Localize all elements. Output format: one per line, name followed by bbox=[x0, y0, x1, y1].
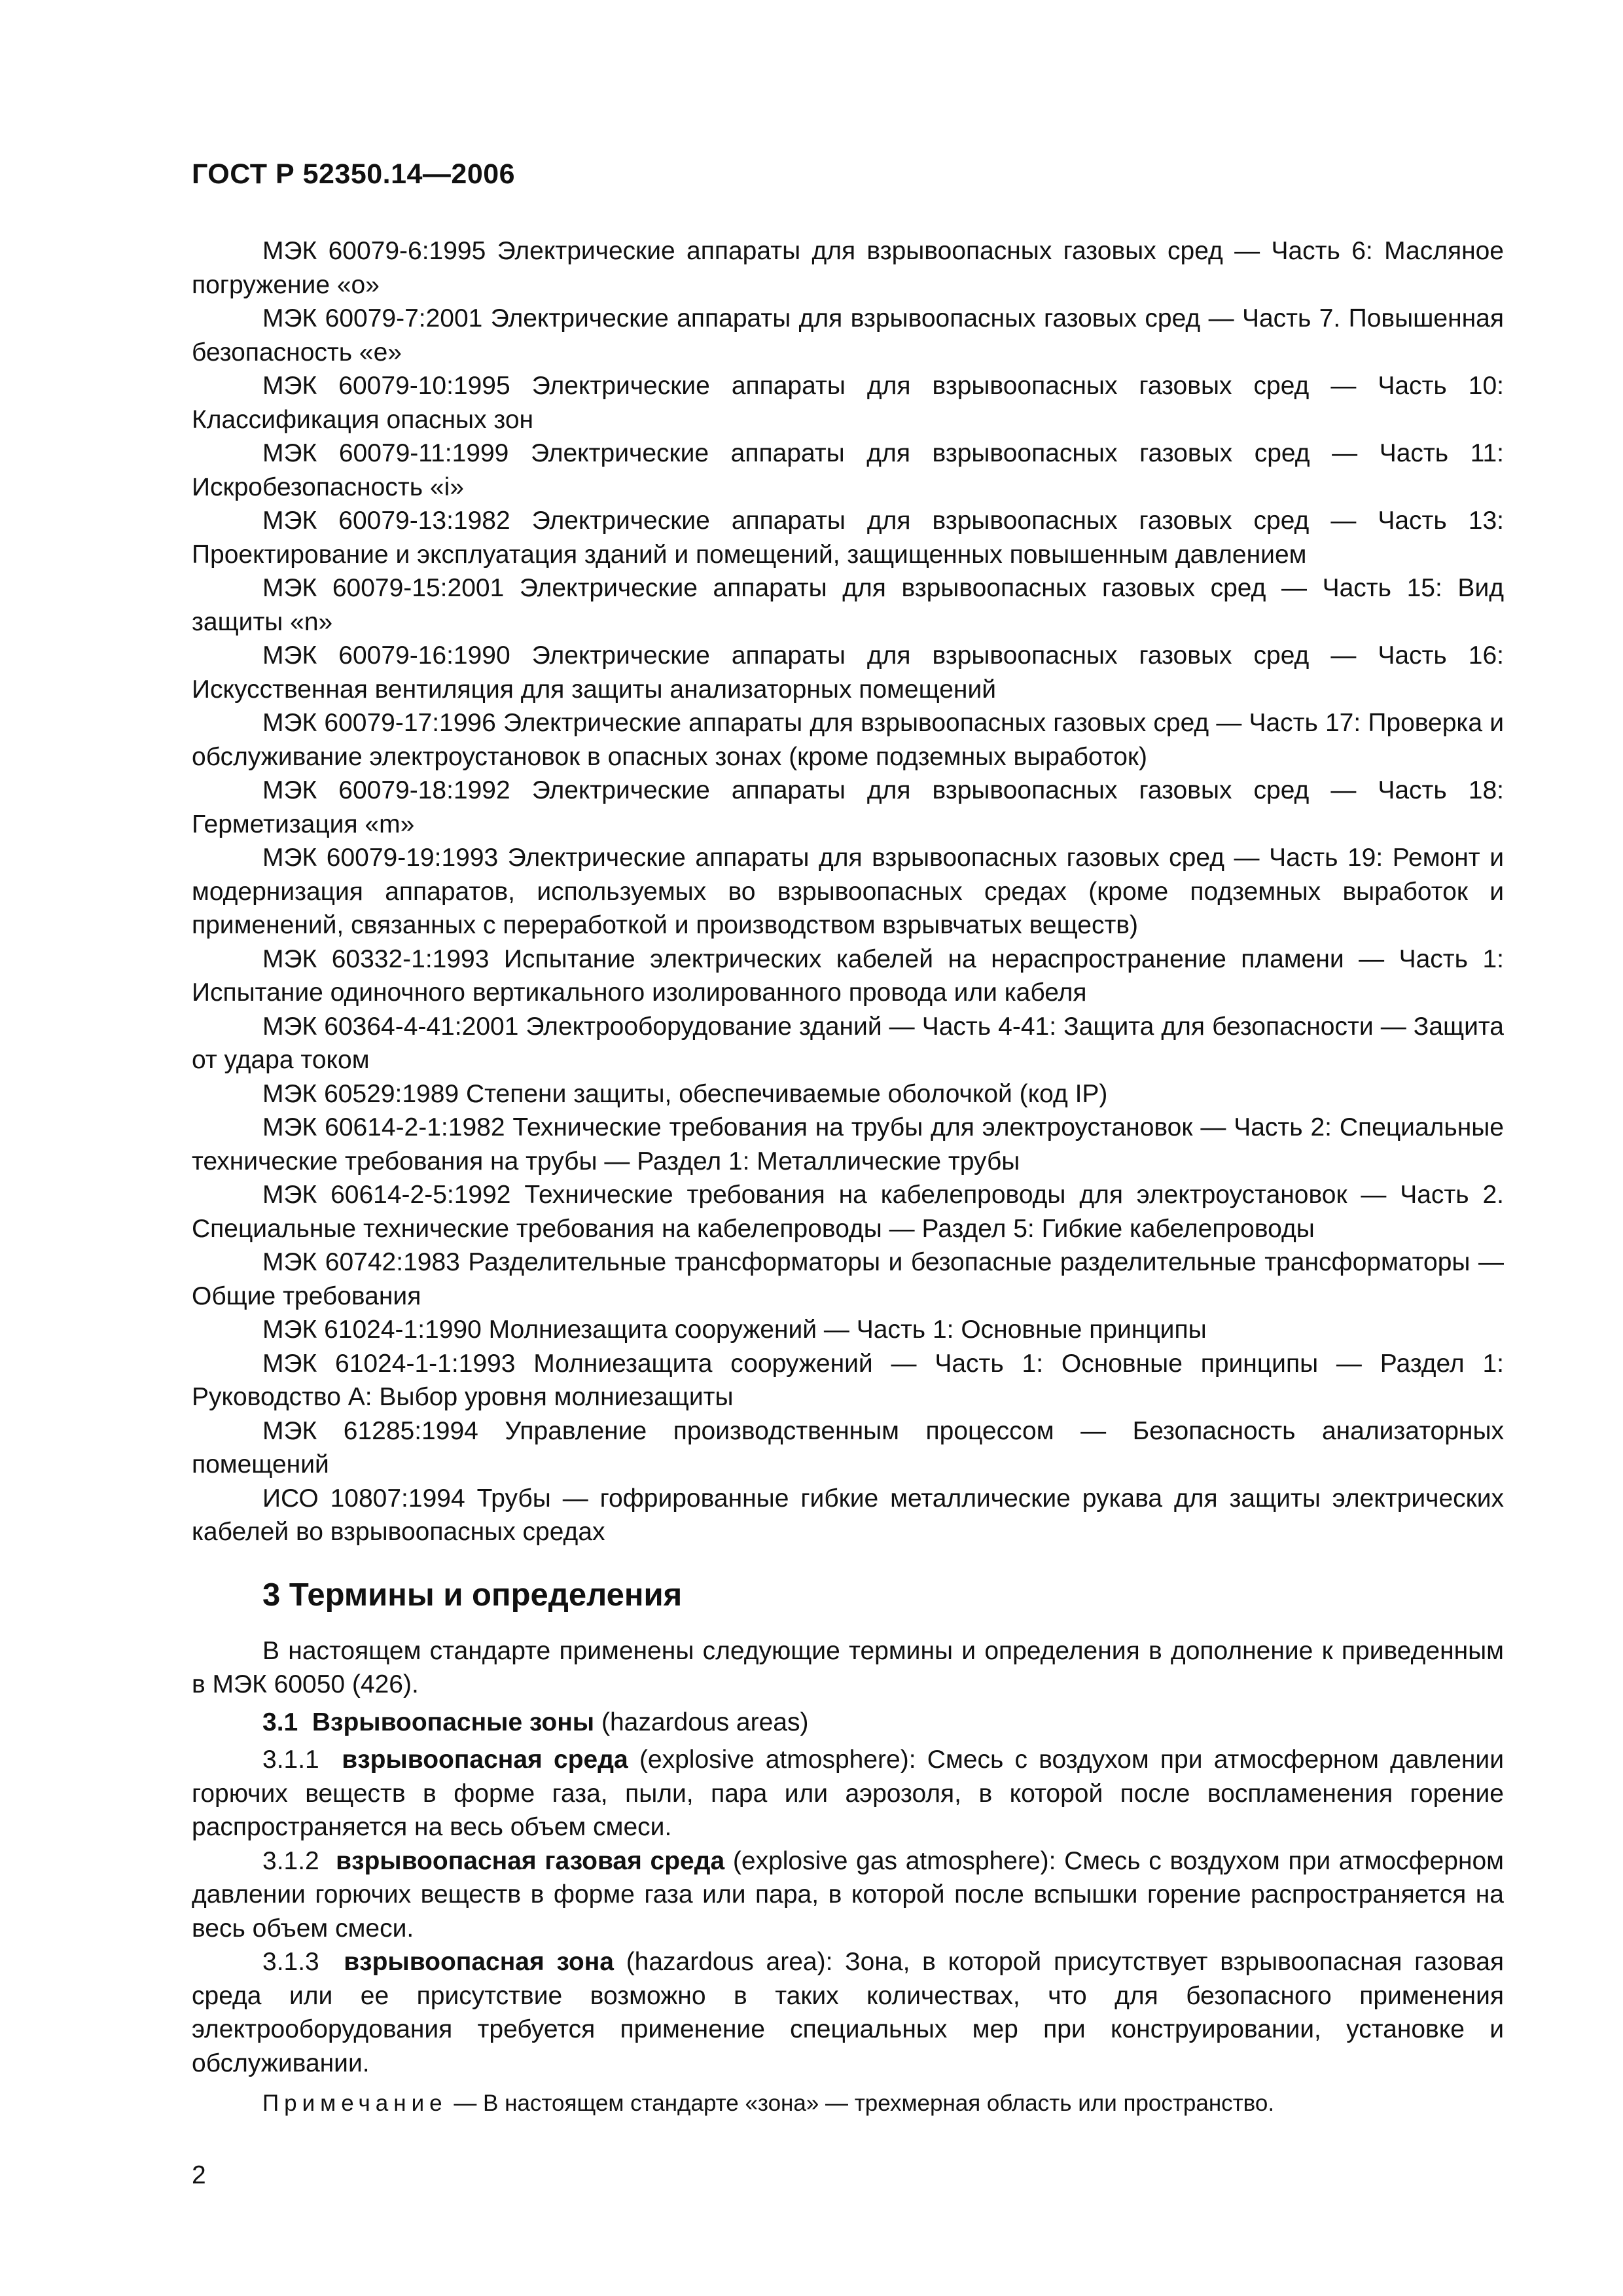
page-number: 2 bbox=[192, 2161, 206, 2189]
note bbox=[192, 2088, 1504, 2119]
definition-text: (explosive atmosphere): Смесь с воздухом при атмосферном давлении горючих веществ в форме газа, пыли, пара или аэрозоля, в которой после воспламенения горение распространяется на весь объем смеси. bbox=[192, 1746, 1504, 1841]
reference-item: ИСО 10807:1994 Трубы — гофрированные гибкие металлические рукава для защиты электрических кабелей во взрывоопасных средах bbox=[192, 1484, 1504, 1546]
reference-item: МЭК 60079-17:1996 Электрические аппараты для взрывоопасных газовых сред — Часть 17: Проверка и обслуживание электроустановок в опасных зонах (кроме подземных выработок) bbox=[192, 709, 1504, 771]
reference-item: МЭК 61024-1-1:1993 Молниезащита сооружений — Часть 1: Основные принципы — Раздел 1: Руководство А: Выбор уровня молниезащиты bbox=[192, 1349, 1504, 1411]
reference-item: МЭК 60529:1989 Степени защиты, обеспечиваемые оболочкой (код IP) bbox=[262, 1079, 1108, 1108]
reference-item: МЭК 60742:1983 Разделительные трансформаторы и безопасные разделительные трансформаторы — Общие требования bbox=[192, 1248, 1504, 1310]
definition-3-1-2 bbox=[192, 1844, 1504, 1946]
reference-item: МЭК 60079-10:1995 Электрические аппараты для взрывоопасных газовых сред — Часть 10: Классификация опасных зон bbox=[192, 372, 1504, 434]
definition-term: взрывоопасная газовая среда bbox=[336, 1846, 725, 1875]
reference-item: МЭК 60079-16:1990 Электрические аппараты для взрывоопасных газовых сред — Часть 16: Искусственная вентиляция для защиты анализаторных помещений bbox=[192, 641, 1504, 704]
subsection-number: 3.1 bbox=[262, 1708, 298, 1736]
definition-term: взрывоопасная зона bbox=[344, 1948, 614, 1976]
reference-item: МЭК 60614-2-5:1992 Технические требования на кабелепроводы для электроустановок — Часть 2. Специальные технические требования на кабелепроводы — Раздел 5: Гибкие кабелепроводы bbox=[192, 1181, 1504, 1243]
definition-3-1-1 bbox=[192, 1743, 1504, 1844]
note-label: Примечание bbox=[262, 2090, 448, 2116]
reference-item: МЭК 60079-7:2001 Электрические аппараты для взрывоопасных газовых сред — Часть 7. Повышенная безопасность «е» bbox=[192, 304, 1504, 367]
reference-item: МЭК 61024-1:1990 Молниезащита сооружений — Часть 1: Основные принципы bbox=[262, 1316, 1207, 1344]
section-intro: В настоящем стандарте применены следующие термины и определения в дополнение к приведенным в МЭК 60050 (426). bbox=[192, 1636, 1504, 1698]
reference-item: МЭК 60079-19:1993 Электрические аппараты для взрывоопасных газовых сред — Часть 19: Ремонт и модернизация аппаратов, используемых во взрывоопасных средах (кроме подземных выработок и применений, связанных с переработкой и производством взрывчатых веществ) bbox=[192, 844, 1504, 939]
definition-number: 3.1.1 bbox=[262, 1746, 319, 1774]
reference-item: МЭК 60364-4-41:2001 Электрооборудование зданий — Часть 4-41: Защита для безопасности — Защита от удара током bbox=[192, 1012, 1504, 1074]
definition-number: 3.1.2 bbox=[262, 1846, 319, 1875]
document-header: ГОСТ Р 52350.14—2006 bbox=[192, 158, 516, 190]
definition-text: (explosive gas atmosphere): Смесь с воздухом при атмосферном давлении горючих веществ в форме газа или пара, в которой после вспышки горение распространяется на весь объем смеси. bbox=[192, 1846, 1504, 1943]
subsection-english: (hazardous areas) bbox=[601, 1708, 809, 1736]
definition-text: (hazardous area): Зона, в которой присутствует взрывоопасная газовая среда или ее присутствие возможно в таких количествах, что для безопасного применения электрооборудования требуется применение специальных мер при конструировании, установке и обслуживании. bbox=[192, 1948, 1504, 2077]
section-heading: 3 Термины и определения bbox=[262, 1577, 683, 1613]
subsection-3-1 bbox=[192, 1706, 1504, 1740]
definition-term: взрывоопасная среда bbox=[342, 1746, 628, 1774]
document-body bbox=[192, 234, 1504, 2119]
reference-item: МЭК 61285:1994 Управление производственным процессом — Безопасность анализаторных помещений bbox=[192, 1416, 1504, 1479]
reference-item: МЭК 60079-15:2001 Электрические аппараты для взрывоопасных газовых сред — Часть 15: Вид защиты «n» bbox=[192, 574, 1504, 636]
definition-3-1-3 bbox=[192, 1945, 1504, 2080]
reference-item: МЭК 60079-6:1995 Электрические аппараты для взрывоопасных газовых сред — Часть 6: Масляное погружение «о» bbox=[192, 237, 1504, 299]
reference-item: МЭК 60079-18:1992 Электрические аппараты для взрывоопасных газовых сред — Часть 18: Герметизация «m» bbox=[192, 776, 1504, 838]
reference-item: МЭК 60614-2-1:1982 Технические требования на трубы для электроустановок — Часть 2: Специальные технические требования на трубы — Раздел 1: Металлические трубы bbox=[192, 1113, 1504, 1175]
subsection-term: Взрывоопасные зоны bbox=[312, 1708, 595, 1736]
reference-item: МЭК 60079-11:1999 Электрические аппараты для взрывоопасных газовых сред — Часть 11: Искробезопасность «i» bbox=[192, 439, 1504, 501]
references-list bbox=[192, 234, 1504, 1549]
definition-number: 3.1.3 bbox=[262, 1948, 319, 1976]
note-text: — В настоящем стандарте «зона» — трехмерная область или пространство. bbox=[454, 2090, 1275, 2116]
reference-item: МЭК 60079-13:1982 Электрические аппараты для взрывоопасных газовых сред — Часть 13: Проектирование и эксплуатация зданий и помещений, защищенных повышенным давлением bbox=[192, 507, 1504, 569]
reference-item: МЭК 60332-1:1993 Испытание электрических кабелей на нераспространение пламени — Часть 1: Испытание одиночного вертикального изолированного провода или кабеля bbox=[192, 944, 1504, 1007]
